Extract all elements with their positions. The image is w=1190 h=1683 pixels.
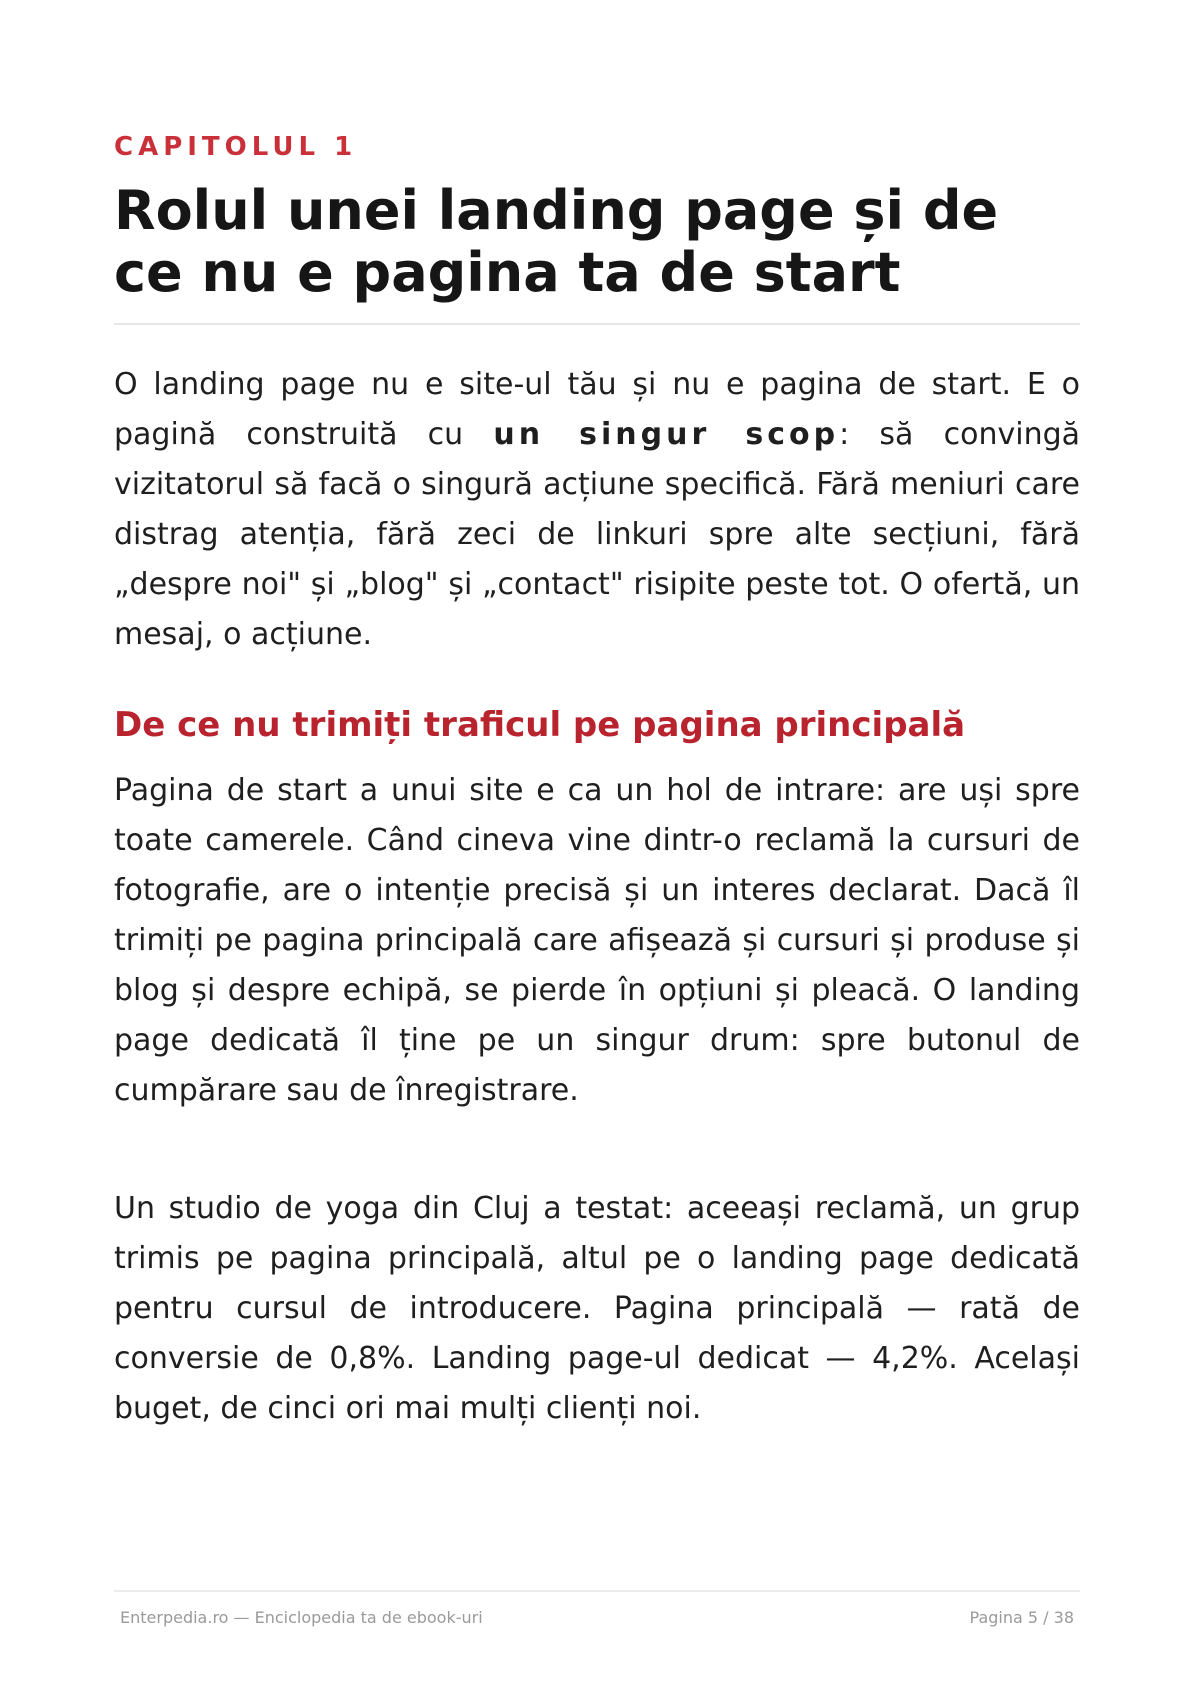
intro-text-end: : să convingă vizitatorul să facă o singură acțiune specifică. Fără meniuri care distrag atenția, fără zeci de linkuri spre alte secțiuni, fără „despre noi" și „blog" și „contact" risipite peste tot. O ofertă, un mesaj, o acțiune. [114,417,1081,652]
intro-paragraph [114,360,1080,660]
section-paragraph-1: Pagina de start a unui site e ca un hol de intrare: are uși spre toate camerele. Când cineva vine dintr-o reclamă la cursuri de fotografie, are o intenție precisă și un interes declarat. Dacă îl trimiți pe pagina principală care afișează și cursuri și produse și blog și despre echipă, se pierde în opțiuni și pleacă. O landing page dedicată îl ține pe un singur drum: spre butonul de cumpărare sau de înregistrare. [114,773,1080,1108]
chapter-title: Rolul unei landing page și de ce nu e pagina ta de start [114,179,999,304]
footer-page-number: Pagina 5 / 38 [969,1608,1074,1627]
footer-site-name: Enterpedia.ro — Enciclopedia ta de ebook-uri [120,1608,483,1627]
footer-divider [114,1590,1080,1592]
section-paragraph-2: Un studio de yoga din Cluj a testat: aceeași reclamă, un grup trimis pe pagina principală, altul pe o landing page dedicată pentru cursul de introducere. Pagina principală — rată de conversie de 0,8%. Landing page-ul dedicat — 4,2%. Același buget, de cinci ori mai mulți clienți noi. [114,1191,1080,1426]
title-divider [114,323,1080,325]
chapter-label: CAPITOLUL 1 [114,132,358,162]
intro-text-start: O landing page nu e site-ul tău și nu e pagina de start. E o pagină construită cu [114,367,1080,452]
section-heading: De ce nu trimiți traficul pe pagina principală [114,705,966,745]
intro-emphasis: un singur scop [493,417,840,452]
document-page [114,0,1080,1683]
